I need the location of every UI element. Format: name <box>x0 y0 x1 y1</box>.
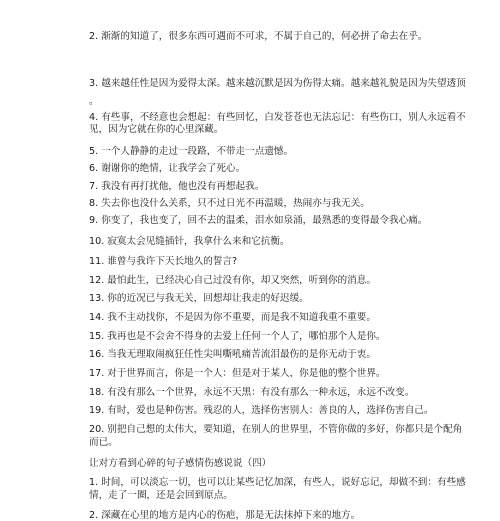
item-16: 16. 当我无理取闹疯狂任性尖叫嘶吼痛苦流泪最伤的是你无动于衷。 <box>89 349 376 360</box>
item-17: 17. 对于世界而言，你是一个人：但是对于某人，你是他的整个世界。 <box>89 368 386 379</box>
item-20: 20. 别把自己想的太伟大，要知道，在别人的世界里，不管你做的多好，你都只是个配角 <box>89 424 463 435</box>
item-15: 15. 我再也是不会舍不得身的去爱上任何一个人了，哪怕那个人是你。 <box>89 331 386 342</box>
item-2b: 2. 深藏在心里的地方是内心的伤疤，那是无法抹掉下来的地方。 <box>89 510 361 521</box>
section-heading: 让对方看到心碎的句子感情伤感说说（四） <box>89 458 272 469</box>
item-14: 14. 我不主动找你，不是因为你不重要，而是我不知道我重不重要。 <box>89 312 376 323</box>
item-7: 7. 我没有再打扰他，他也没有再想起我。 <box>89 181 265 192</box>
item-5: 5. 一个人静静的走过一段路，不带走一点遗憾。 <box>89 146 294 157</box>
item-1-cont: 情，走了一圈，还是会回到原点。 <box>89 490 233 501</box>
item-6: 6. 谢谢你的绝情，让我学会了死心。 <box>89 163 246 174</box>
item-19: 19. 有时，爱也是种伤害。残忍的人，选择伤害别人：善良的人，选择伤害自己。 <box>89 405 434 416</box>
item-2: 2. 渐渐的知道了，很多东西可遇而不可求，不属于自己的，何必拼了命去在乎。 <box>89 31 428 42</box>
item-10: 10. 寂寞太会见缝插针，我拿什么来和它抗衡。 <box>89 236 290 247</box>
item-20-cont: 而已。 <box>89 437 118 448</box>
item-13: 13. 你的近况已与我无关，回想却让我走的好迟缓。 <box>89 293 309 304</box>
item-12: 12. 最怕此生，已经决心自己过没有你，却又突然，听到你的消息。 <box>89 275 376 286</box>
item-9: 9. 你变了，我也变了，回不去的温柔，泪水如泉涌，最熟悉的变得最令我心痛。 <box>89 215 428 226</box>
item-1: 1. 时间，可以淡忘一切，也可以让某些记忆加深，有些人，说好忘记，却做不到：有些感 <box>89 477 466 488</box>
item-4-cont: 见，因为它就在你的心里深藏。 <box>89 124 224 135</box>
item-18: 18. 有没有那么一个世界，永远不天黑：有没有那么一种永远，永远不改变。 <box>89 387 415 398</box>
item-3-cont: 。 <box>89 96 99 107</box>
item-11: 11. 谁曾与我许下天长地久的誓言? <box>89 256 238 267</box>
item-8: 8. 失去你也没什么关系，只不过日光不再温暖，热闹亦与我无关。 <box>89 198 370 209</box>
item-4: 4. 有些事，不经意也会想起：有些回忆，白发苍苍也无法忘记：有些伤口，别人永远看不 <box>89 112 466 123</box>
item-3: 3. 越来越任性是因为爱得太深。越来越沉默是因为伤得太痛。越来越礼貌是因为失望透顶 <box>89 78 466 89</box>
